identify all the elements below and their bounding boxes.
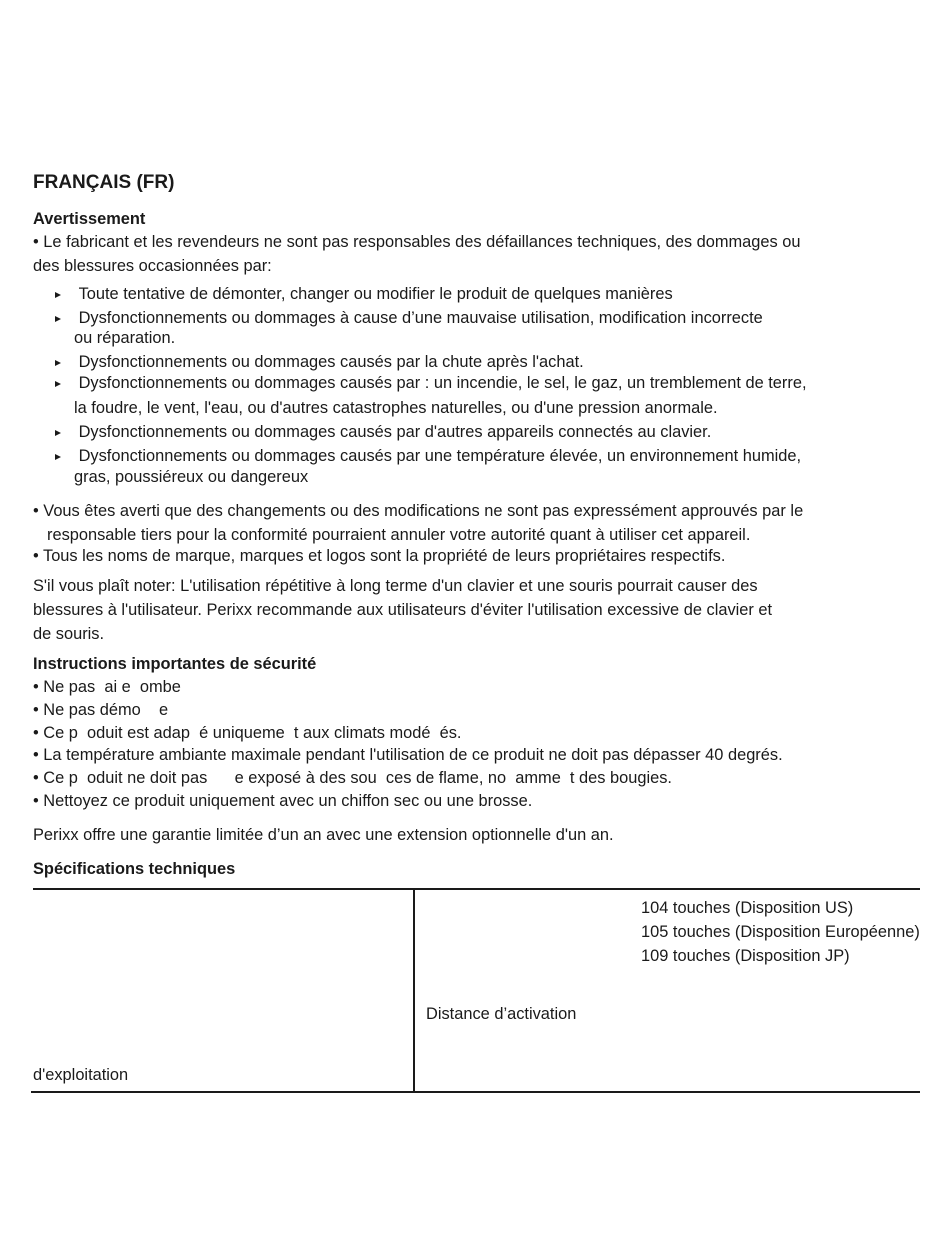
list-item: • La température ambiante maximale pendant l'utilisation de ce produit ne doit pas dépasser 40 degrés. [33, 746, 783, 764]
bullet-triangle-icon [55, 454, 61, 460]
list-item-text: Dysfonctionnements ou dommages causés par d'autres appareils connectés au clavier. [78, 423, 712, 441]
list-item-continuation: la foudre, le vent, l'eau, ou d'autres catastrophes naturelles, ou d'une pression anormale. [74, 399, 718, 417]
bullet-triangle-icon [55, 381, 61, 387]
page-title: FRANÇAIS (FR) [33, 172, 175, 193]
warning-intro-line1: • Le fabricant et les revendeurs ne sont pas responsables des défaillances techniques, des dommages ou [33, 233, 801, 251]
list-item-text: Dysfonctionnements ou dommages causés par la chute après l'achat. [78, 353, 584, 371]
list-item: • Ne pas démo e [33, 701, 169, 719]
list-item-text: Dysfonctionnements ou dommages causés par une température élevée, un environnement humide, [78, 447, 802, 465]
safety-heading: Instructions importantes de sécurité [33, 655, 317, 673]
spec-activation-distance-label: Distance d’activation [426, 1005, 577, 1023]
bullet-triangle-icon [55, 316, 61, 322]
list-item [55, 423, 711, 442]
health-note-line2: blessures à l'utilisateur. Perixx recommande aux utilisateurs d'éviter l'utilisation excessive de clavier et [33, 601, 773, 619]
bullet-triangle-icon [55, 360, 61, 366]
list-item: • Ce p oduit est adap é uniqueme t aux climats modé és. [33, 724, 462, 742]
list-item-text: Dysfonctionnements ou dommages à cause d’une mauvaise utilisation, modification incorrecte [78, 309, 763, 327]
health-note-line1: S'il vous plaît noter: L'utilisation répétitive à long terme d'un clavier et une souris pourrait causer des [33, 577, 758, 595]
warranty-text: Perixx offre une garantie limitée d’un an avec une extension optionnelle d'un an. [33, 826, 614, 844]
list-item [55, 309, 763, 328]
list-item [55, 374, 807, 393]
list-item-continuation: gras, poussiéreux ou dangereux [74, 468, 309, 486]
list-item: • Ce p oduit ne doit pas e exposé à des sou ces de flame, no amme t des bougies. [33, 769, 672, 787]
spec-keys-eu: 105 touches (Disposition Européenne) [641, 923, 920, 941]
list-item [55, 285, 673, 304]
bullet-triangle-icon [55, 430, 61, 436]
health-note-line3: de souris. [33, 625, 105, 643]
warning-intro-line2: des blessures occasionnées par: [33, 257, 272, 275]
table-top-border [33, 888, 920, 890]
table-bottom-border [31, 1091, 920, 1093]
list-item: • Ne pas ai e ombe [33, 678, 181, 696]
list-item: • Nettoyez ce produit uniquement avec un chiffon sec ou une brosse. [33, 792, 533, 810]
table-column-divider [413, 888, 415, 1092]
list-item-text: Toute tentative de démonter, changer ou modifier le produit de quelques manières [78, 285, 673, 303]
specs-heading: Spécifications techniques [33, 860, 236, 878]
notice-line2: responsable tiers pour la conformité pourraient annuler votre autorité quant à utiliser cet appareil. [47, 526, 751, 544]
list-item [55, 447, 801, 466]
list-item-text: Dysfonctionnements ou dommages causés par : un incendie, le sel, le gaz, un tremblement de terre, [78, 374, 807, 392]
warning-heading: Avertissement [33, 210, 146, 228]
notice-line1: • Vous êtes averti que des changements ou des modifications ne sont pas expressément approuvés par le [33, 502, 804, 520]
trademarks-notice: • Tous les noms de marque, marques et logos sont la propriété de leurs propriétaires respectifs. [33, 547, 726, 565]
list-item [55, 353, 584, 372]
spec-keys-jp: 109 touches (Disposition JP) [641, 947, 850, 965]
list-item-continuation: ou réparation. [74, 329, 176, 347]
spec-operating-label: d'exploitation [33, 1066, 129, 1084]
spec-keys-us: 104 touches (Disposition US) [641, 899, 854, 917]
bullet-triangle-icon [55, 292, 61, 298]
